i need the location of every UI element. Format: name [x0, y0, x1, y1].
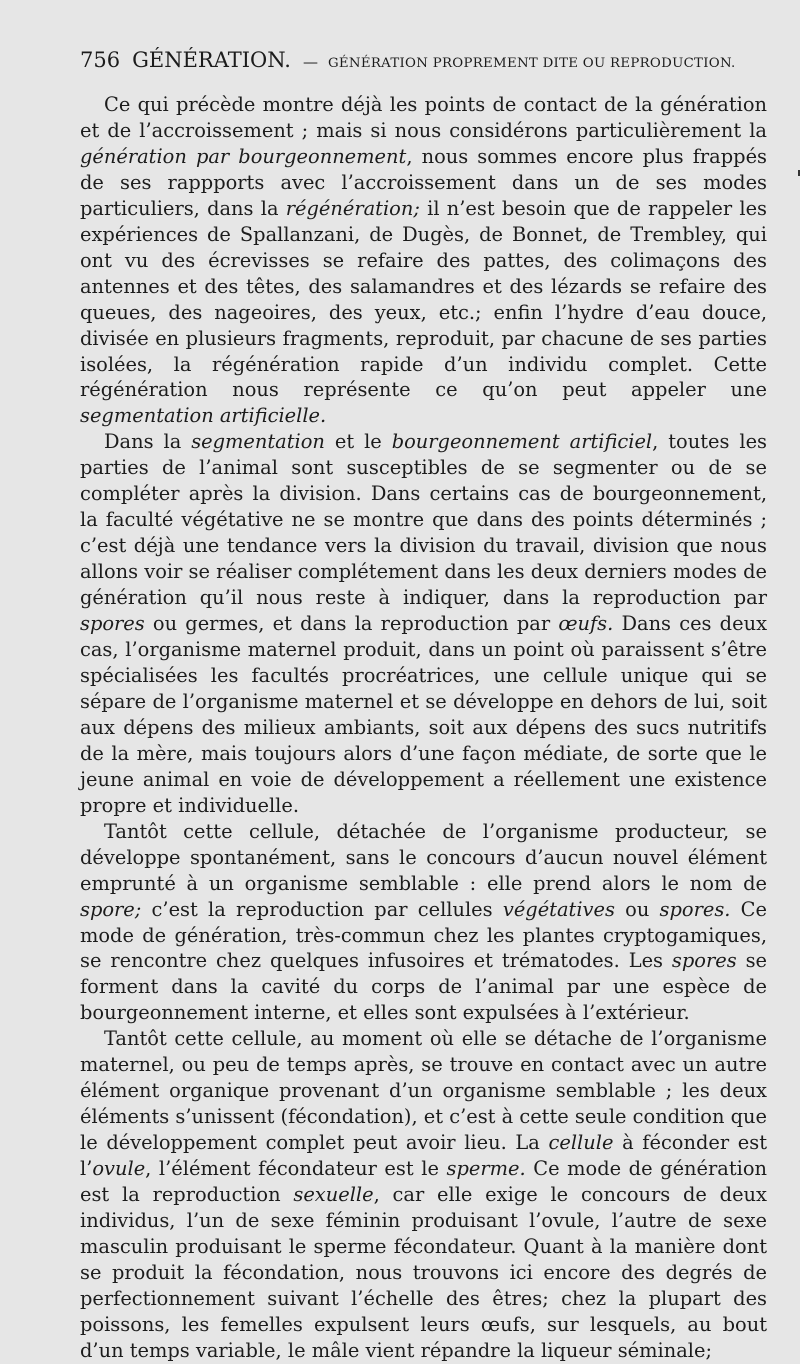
- text-run: , nous sommes encore plus frappés de ses rappports avec l’accroissement dans un de ses modes particuliers, dans la: [80, 144, 767, 220]
- text-run: Ce mode de génération est la reproduction: [80, 1157, 767, 1207]
- header-dash: —: [302, 53, 318, 71]
- italic-term: sperme.: [446, 1157, 526, 1181]
- italic-term: régénération;: [285, 196, 420, 220]
- italic-term: spore;: [80, 897, 142, 921]
- italic-term: génération par bourgeonnement: [80, 144, 407, 168]
- italic-term: cellule: [548, 1131, 614, 1155]
- italic-term: segmentation artificielle.: [80, 404, 327, 428]
- text-run: Dans ces deux cas, l’organisme maternel produit, dans un point où paraissent s’être spécialisées les facultés procréatrices, une cellule unique qui se sépare de l’organisme maternel et se développe en dehors de lui, soit aux dépens des milieux ambiants, soit aux dépens des sucs nutritifs de la mère, mais toujours alors d’une façon médiate, de sorte que le jeune animal en voie de développement a réellement une existence propre et individuelle.: [80, 612, 767, 817]
- text-run: c’est la reproduction par cellules: [141, 897, 503, 921]
- body-text: [80, 92, 767, 1364]
- text-run: Ce qui précède montre déjà les points de contact de la génération et de l’accroissement ; mais si nous considérons particulièrement la: [80, 93, 767, 142]
- section-title: GÉNÉRATION.: [132, 48, 291, 72]
- italic-term: ovule: [92, 1157, 146, 1181]
- paragraph: [80, 1026, 767, 1363]
- italic-term: spores: [80, 612, 145, 636]
- italic-term: bourgeonnement artificiel: [391, 430, 653, 454]
- text-run: ou: [614, 897, 660, 921]
- text-run: à féconder est l’: [80, 1131, 768, 1181]
- text-run: Tantôt cette cellule, au moment où elle se détache de l’organisme maternel, ou peu de temps après, se trouve en contact avec un autre élément organique provenant d’un organisme semblable ; les deux éléments s’unissent (fécondation), et c’est à cette seule condition que le développement complet peut avoir lieu. La: [80, 1027, 767, 1155]
- running-head: [80, 48, 770, 80]
- text-run: Ce mode de génération, très-commun chez les plantes cryptogamiques, se rencontre chez quelques infusoires et trématodes. Les: [80, 897, 767, 973]
- running-subtitle: GÉNÉRATION PROPREMENT DITE OU REPRODUCTION.: [327, 56, 736, 71]
- italic-term: spores: [671, 949, 737, 973]
- italic-term: segmentation: [191, 430, 325, 454]
- text-run: se forment dans la cavité du corps de l’animal par une espèce de bourgeonnement interne, et elles sont expulsées à l’extérieur.: [80, 949, 768, 1025]
- text-run: il n’est besoin que de rappeler les expériences de Spallanzani, de Dugès, de Bonnet, de Trembley, qui ont vu des écrevisses se refaire des pattes, des colimaçons des antennes et des têtes, des salamandres et des lézards se refaire des queues, des nageoires, des yeux, etc.; enfin l’hydre d’eau douce, divisée en plusieurs fragments, reproduit, par chacune de ses parties isolées, la régénération rapide d’un individu complet. Cette régénération nous représente ce qu’on peut appeler une: [80, 196, 768, 402]
- text-run: Tantôt cette cellule, détachée de l’organisme producteur, se développe spontanément, sans le concours d’aucun nouvel élément emprunté à un organisme semblable : elle prend alors le nom de: [80, 819, 767, 895]
- italic-term: œufs.: [558, 612, 614, 636]
- text-run: ou germes, et dans la reproduction par: [144, 612, 559, 636]
- paragraph: [80, 92, 767, 429]
- text-run: , car elle exige le concours de deux individus, l’un de sexe féminin produisant l’ovule, l’autre de sexe masculin produisant le sperme fécondateur. Quant à la manière dont se produit la fécondation, nous trouvons ici encore des degrés de perfectionnement suivant l’échelle des êtres; chez la plupart des poissons, les femelles expulsent leurs œufs, sur lesquels, au bout d’un temps variable, le mâle vient répandre la liqueur séminale;: [80, 1183, 767, 1362]
- italic-term: sexuelle: [293, 1183, 374, 1207]
- text-run: et le: [324, 430, 392, 454]
- italic-term: végétatives: [502, 897, 615, 921]
- text-run: Dans la: [104, 430, 192, 454]
- paragraph: [80, 819, 767, 1027]
- text-run: , l’élément fécondateur est le: [145, 1157, 447, 1181]
- page-number: 756: [80, 48, 121, 72]
- paragraph: [80, 429, 767, 818]
- text-run: , toutes les parties de l’animal sont susceptibles de se segmenter ou de se compléter après la division. Dans certains cas de bourgeonnement, la faculté végétative ne se montre que dans des points déterminés ; c’est déjà une tendance vers la division du travail, division que nous allons voir se réaliser complétement dans les deux derniers modes de génération qu’il nous reste à indiquer, dans la reproduction par: [80, 430, 767, 610]
- italic-term: spores.: [659, 897, 731, 921]
